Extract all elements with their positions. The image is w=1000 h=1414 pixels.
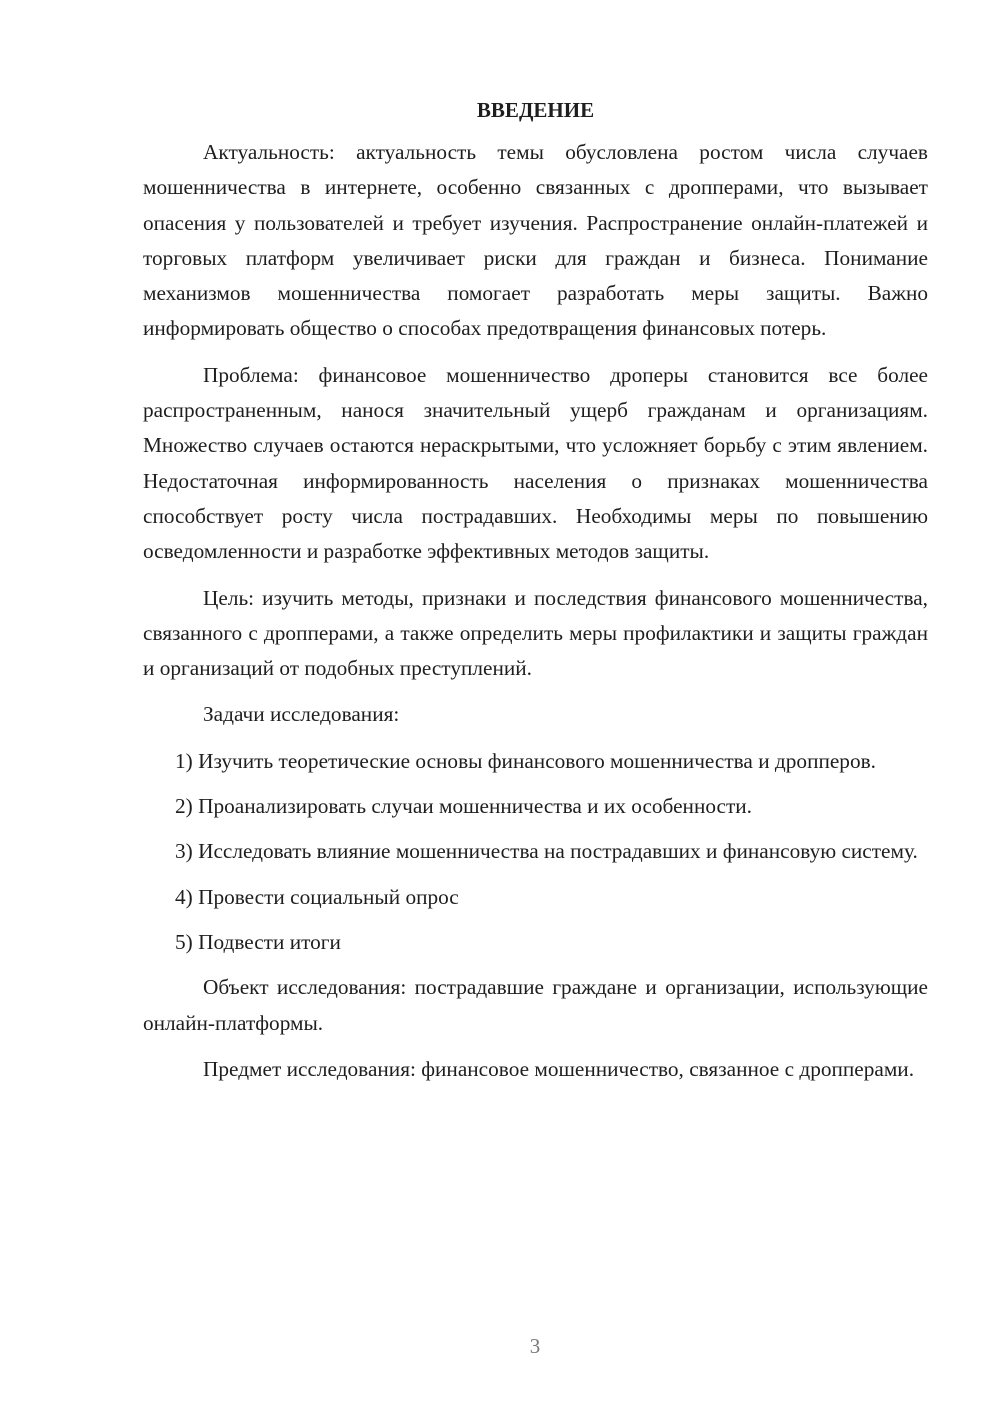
paragraph-relevance: Актуальность: актуальность темы обусловлена ростом числа случаев мошенничества в интернете, особенно связанных с дропперами, что вызывает опасения у пользователей и требует изучения. Распространение онлайн-платежей и торговых платформ увеличивает риски для граждан и бизнеса. Понимание механизмов мошенничества помогает разработать меры защиты. Важно информировать общество о способах предотвращения финансовых потерь. <box>143 140 928 341</box>
task-item-3: 3) Исследовать влияние мошенничества на пострадавших и финансовую систему. <box>175 839 918 864</box>
paragraph-goal: Цель: изучить методы, признаки и последствия финансового мошенничества, связанного с дропперами, а также определить меры профилактики и защиты граждан и организаций от подобных преступлений. <box>143 585 928 681</box>
task-item-4: 4) Провести социальный опрос <box>175 884 459 909</box>
page-content <box>143 94 928 1087</box>
paragraph-object: Объект исследования: пострадавшие граждане и организации, использующие онлайн-платформы. <box>143 975 928 1035</box>
task-item-5: 5) Подвести итоги <box>175 929 341 954</box>
task-item-2: 2) Проанализировать случаи мошенничества и их особенности. <box>175 794 753 819</box>
paragraph-subject: Предмет исследования: финансовое мошенничество, связанное с дропперами. <box>203 1056 915 1081</box>
page-number: 3 <box>529 1334 541 1358</box>
section-title: ВВЕДЕНИЕ <box>476 98 595 122</box>
paragraph-problem: Проблема: финансовое мошенничество дроперы становится все более распространенным, нанося значительный ущерб гражданам и организациям. Множество случаев остаются нераскрытыми, что усложняет борьбу с этим явлением. Недостаточная информированность населения о признаках мошенничества способствует росту числа пострадавших. Необходимы меры по повышению осведомленности и разработке эффективных методов защиты. <box>143 362 928 564</box>
tasks-heading: Задачи исследования: <box>203 702 400 727</box>
task-item-1: 1) Изучить теоретические основы финансового мошенничества и дропперов. <box>175 748 876 773</box>
